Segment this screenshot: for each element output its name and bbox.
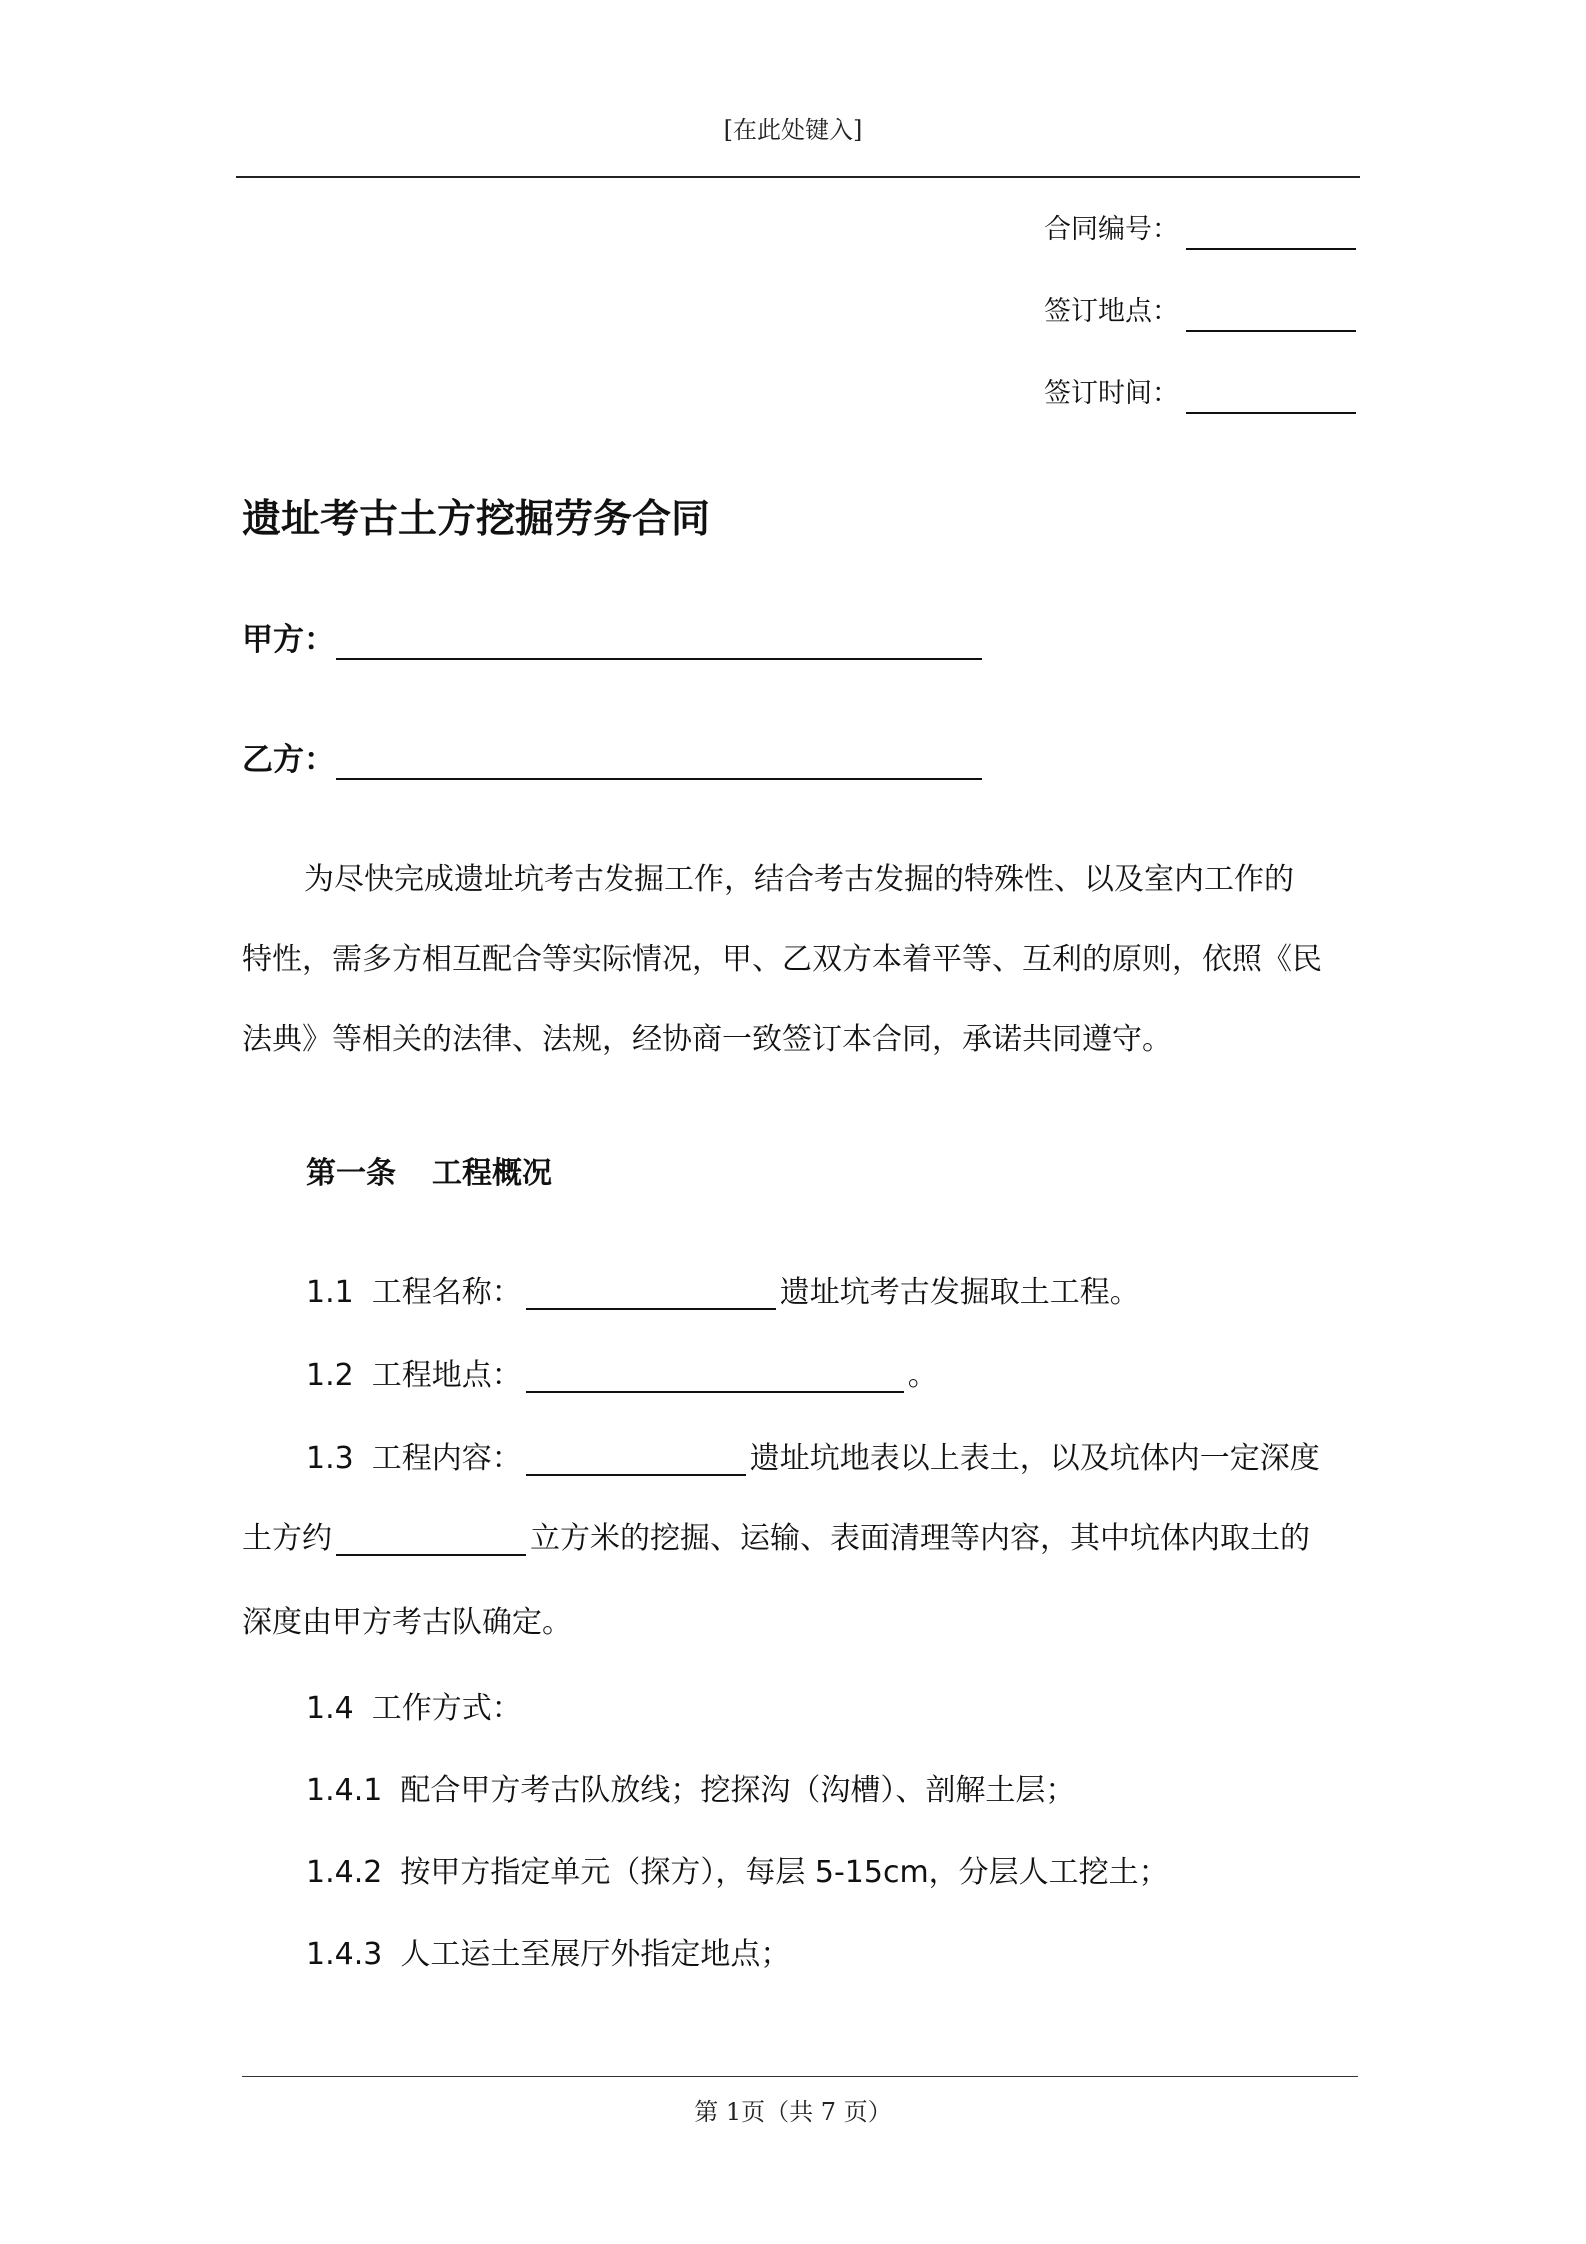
section-1-heading — [306, 1148, 552, 1192]
section-1-number: 第一条 — [306, 1156, 396, 1191]
item-1-4-1: 1.4.1 配合甲方考古队放线；挖探沟（沟槽）、剖解土层； — [306, 1773, 1076, 1808]
party-a-label: 甲方： — [242, 622, 335, 658]
item-1-2: 1.2 工程地点： 。 — [306, 1353, 938, 1399]
document-title: 遗址考古土方挖掘劳务合同 — [242, 497, 711, 542]
item-1-3-line-2: 土方约 立方米的挖掘、运输、表面清理等内容，其中坑体内取土的 — [242, 1516, 1310, 1562]
sign-time-field[interactable] — [1186, 412, 1356, 414]
intro-line-3: 法典》等相关的法律、法规，经协商一致签订本合同，承诺共同遵守。 — [242, 1022, 1172, 1057]
item-1-1: 1.1 工程名称： 遗址坑考古发掘取土工程。 — [306, 1270, 1140, 1316]
project-content-field[interactable] — [526, 1438, 746, 1476]
intro-line-2: 特性，需多方相互配合等实际情况，甲、乙双方本着平等、互利的原则，依照《民 — [242, 942, 1322, 977]
item-1-4-2: 1.4.2 按甲方指定单元（探方），每层 5-15cm，分层人工挖土； — [306, 1855, 1169, 1890]
sign-time-row — [1044, 374, 1364, 414]
header-rule — [236, 176, 1360, 178]
sign-place-row — [1044, 292, 1364, 332]
contract-no-label: 合同编号： — [1044, 214, 1179, 245]
contract-no-field[interactable] — [1186, 248, 1356, 250]
item-1-4-3: 1.4.3 人工运土至展厅外指定地点； — [306, 1937, 791, 1972]
sign-place-label: 签订地点： — [1044, 296, 1179, 327]
earthwork-volume-field[interactable] — [336, 1518, 526, 1556]
header-placeholder[interactable]: [在此处键入] — [723, 116, 863, 144]
party-b-field[interactable] — [336, 778, 982, 780]
item-1-4: 1.4 工作方式： — [306, 1691, 522, 1726]
footer-rule — [242, 2076, 1358, 2077]
party-a-field[interactable] — [336, 658, 982, 660]
page-number: 第 1页（共 7 页） — [694, 2098, 892, 2126]
item-1-3: 1.3 工程内容： 遗址坑地表以上表土，以及坑体内一定深度 — [306, 1436, 1320, 1482]
sign-place-field[interactable] — [1186, 330, 1356, 332]
intro-paragraph — [242, 840, 1372, 1080]
contract-no-row — [1044, 210, 1364, 250]
project-place-field[interactable] — [526, 1355, 904, 1393]
party-b-label: 乙方： — [242, 742, 335, 778]
item-1-3-line-3: 深度由甲方考古队确定。 — [242, 1605, 572, 1640]
sign-time-label: 签订时间： — [1044, 378, 1179, 409]
section-1-title: 工程概况 — [432, 1156, 552, 1191]
intro-line-1: 为尽快完成遗址坑考古发掘工作，结合考古发掘的特殊性、以及室内工作的 — [304, 862, 1294, 897]
project-name-field[interactable] — [526, 1272, 776, 1310]
